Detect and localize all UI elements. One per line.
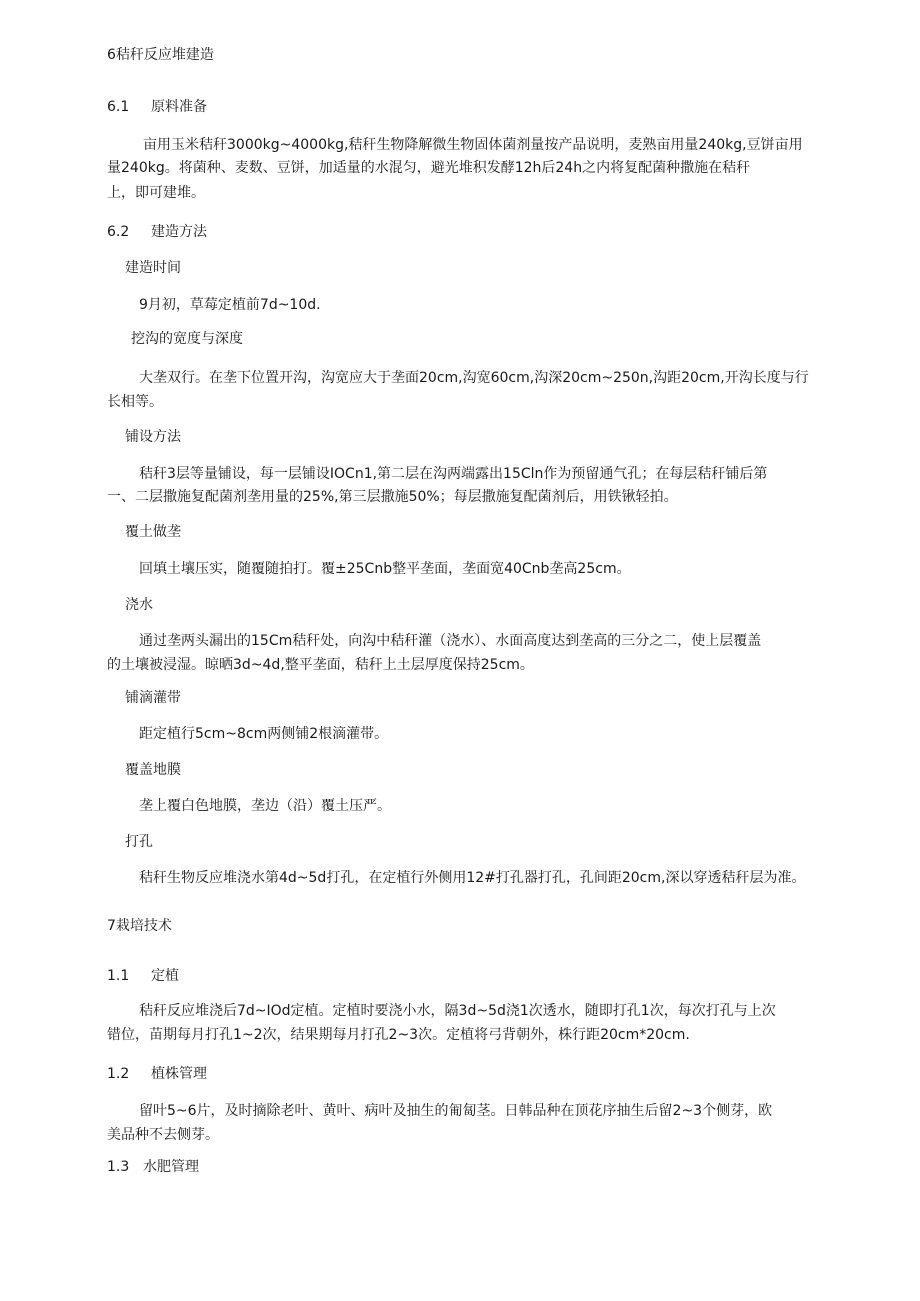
- section-7-3-heading: [107, 1157, 199, 1177]
- subheading-drip-tape: 铺滴灌带: [125, 690, 181, 706]
- section-title: 水肥管理: [143, 1159, 199, 1175]
- section-6-title: 6秸秆反应堆建造: [107, 47, 214, 63]
- section-title: 原料准备: [151, 99, 207, 115]
- subheading-soil-ridge: 覆土做垄: [125, 524, 181, 540]
- section-number: 1.3: [107, 1159, 130, 1175]
- paragraph-line: 回填土壤压实，随覆随拍打。覆±25Cnb整平垄面，垄面宽40Cnb垄高25cm。: [139, 561, 631, 577]
- section-6-2-heading: [107, 222, 207, 242]
- paragraph-line: 一、二层撒施复配菌剂垄用量的25%,第三层撒施50%；每层撒施复配菌剂后，用铁锹轻拍。: [107, 489, 678, 505]
- paragraph-line: 错位，苗期每月打孔1~2次，结果期每月打孔2~3次。定植将弓背朝外，株行距20cm*20cm.: [107, 1027, 690, 1043]
- paragraph-line: 秸秆3层等量铺设，每一层铺设IOCn1,第二层在沟两端露出15Cln作为预留通气孔；在每层秸秆铺后第: [139, 466, 768, 482]
- paragraph-line: 亩用玉米秸秆3000kg~4000kg,秸秆生物降解微生物固体菌剂量按产品说明，麦熟亩用量240kg,豆饼亩用: [143, 137, 803, 153]
- section-number: 1.2: [107, 1066, 130, 1082]
- subheading-build-time: 建造时间: [125, 260, 181, 276]
- paragraph-line: 距定植行5cm~8cm两侧铺2根滴灌带。: [139, 726, 389, 742]
- subheading-watering: 浇水: [125, 597, 153, 613]
- paragraph-line: 的土壤被浸湿。晾晒3d~4d,整平垄面，秸秆上土层厚度保持25cm。: [107, 657, 534, 673]
- paragraph-line: 上，即可建堆。: [107, 185, 205, 201]
- paragraph-line: 通过垄两头漏出的15Cm秸秆处，向沟中秸秆灌（浇水）、水面高度达到垄高的三分之二，使上层覆盖: [139, 633, 762, 649]
- subheading-trench: 挖沟的宽度与深度: [131, 331, 243, 347]
- section-7-title: 7栽培技术: [107, 918, 172, 934]
- paragraph-line: 留叶5~6片，及时摘除老叶、黄叶、病叶及抽生的匍匐茎。日韩品种在顶花序抽生后留2~3个侧芽，欧: [139, 1103, 773, 1119]
- section-6-1-heading: [107, 97, 207, 117]
- paragraph-line: 长相等。: [107, 394, 163, 410]
- subheading-mulch: 覆盖地膜: [125, 762, 181, 778]
- section-number: 6.2: [107, 224, 130, 240]
- paragraph-line: 美品种不去侧芽。: [107, 1127, 219, 1143]
- paragraph-line: 垄上覆白色地膜，垄边（沿）覆土压严。: [139, 798, 391, 814]
- subheading-laying: 铺设方法: [125, 429, 181, 445]
- section-number: 6.1: [107, 99, 130, 115]
- paragraph-line: 秸秆反应堆浇后7d~IOd定植。定植时要浇小水，隔3d~5d浇1次透水，随即打孔1次，每次打孔与上次: [139, 1003, 776, 1019]
- paragraph-line: 量240kg。将菌种、麦数、豆饼，加适量的水混匀，避光堆积发酵12h后24h之内将复配菌种撒施在秸秆: [107, 160, 751, 176]
- section-7-1-heading: [107, 966, 179, 986]
- section-title: 定植: [151, 968, 179, 984]
- section-7-2-heading: [107, 1064, 207, 1084]
- section-number: 1.1: [107, 968, 130, 984]
- paragraph-line: 大垄双行。在垄下位置开沟，沟宽应大于垄面20cm,沟宽60cm,沟深20cm~250n,沟距20cm,开沟长度与行: [139, 370, 809, 386]
- section-title: 建造方法: [151, 224, 207, 240]
- subheading-punch: 打孔: [125, 834, 153, 850]
- paragraph-line: 秸秆生物反应堆浇水第4d~5d打孔，在定植行外侧用12#打孔器打孔，孔间距20cm,深以穿透秸秆层为准。: [139, 870, 806, 886]
- section-title: 植株管理: [151, 1066, 207, 1082]
- paragraph-line: 9月初，草莓定植前7d~10d.: [139, 297, 321, 313]
